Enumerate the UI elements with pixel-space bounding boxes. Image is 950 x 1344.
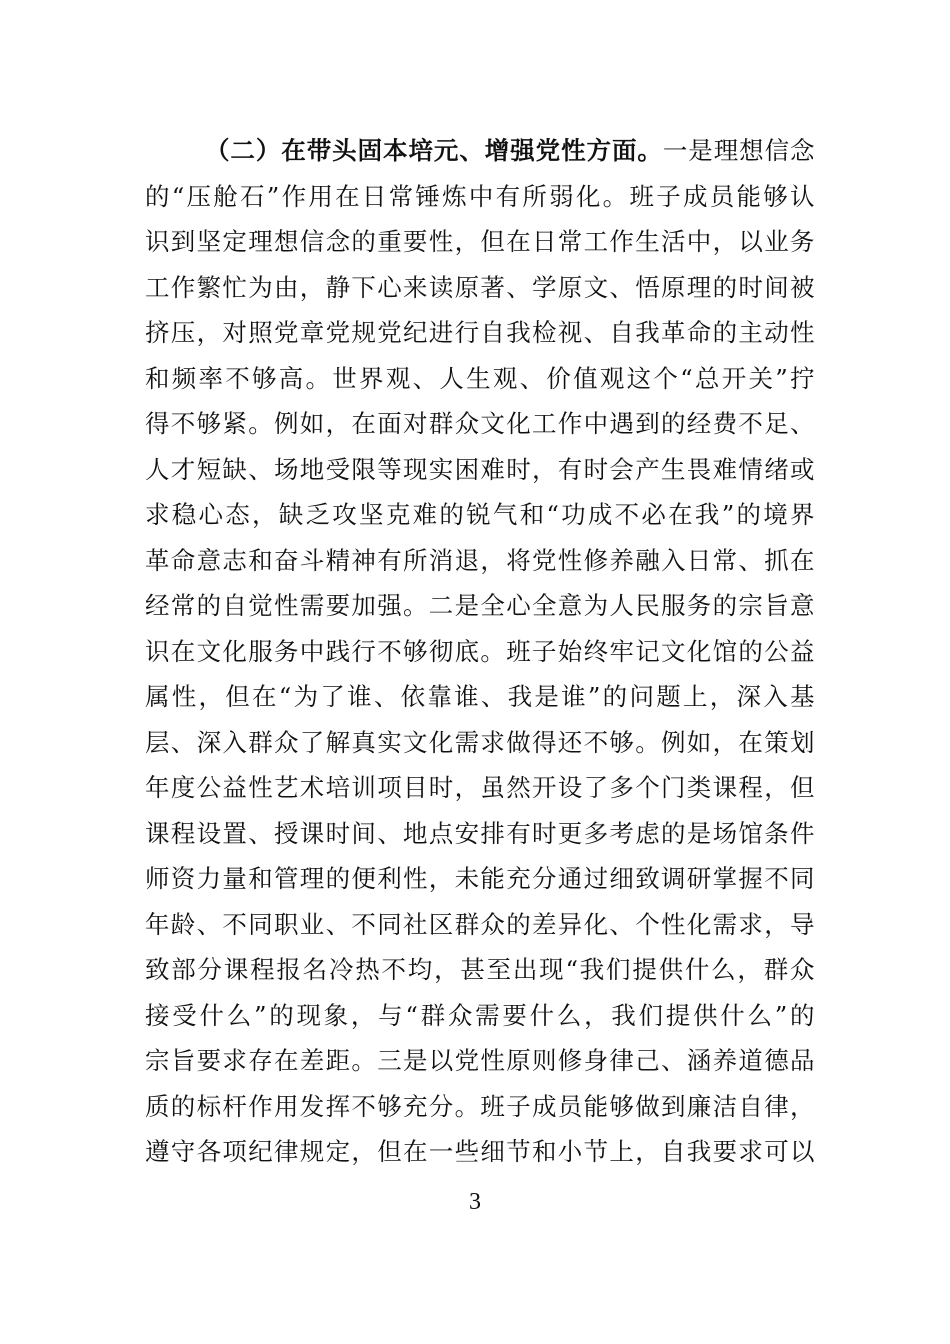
text-line: 年龄、不同职业、不同社区群众的差异化、个性化需求，导 [145, 909, 815, 939]
text-line-continuation: 一是理想信念 [662, 136, 816, 165]
text-line: 致部分课程报名冷热不均，甚至出现“我们提供什么，群众 [145, 955, 815, 984]
text-line: 求稳心态，缺乏攻坚克难的锐气和“功成不必在我”的境界 [145, 500, 815, 529]
text-line: 革命意志和奋斗精神有所消退，将党性修养融入日常、抓在 [145, 545, 815, 575]
text-line: 识在文化服务中践行不够彻底。班子始终牢记文化馆的公益 [145, 636, 815, 666]
text-line: 年度公益性艺术培训项目时，虽然开设了多个门类课程，但 [145, 773, 815, 802]
text-line: 属性，但在“为了谁、依靠谁、我是谁”的问题上，深入基 [145, 682, 815, 711]
text-line: 工作繁忙为由，静下心来读原著、学原文、悟原理的时间被 [145, 272, 815, 302]
body-paragraph [145, 128, 815, 1175]
page-number: 3 [469, 1189, 481, 1215]
text-line [145, 128, 815, 174]
text-line: 层、深入群众了解真实文化需求做得还不够。例如，在策划 [145, 727, 815, 757]
section-heading: （二）在带头固本培元、增强党性方面。 [205, 136, 663, 165]
text-line: 宗旨要求存在差距。三是以党性原则修身律己、涵养道德品 [145, 1046, 815, 1075]
text-line: 接受什么”的现象，与“群众需要什么，我们提供什么”的 [145, 1000, 815, 1030]
text-line: 挤压，对照党章党规党纪进行自我检视、自我革命的主动性 [145, 318, 815, 347]
text-line: 识到坚定理想信念的重要性，但在日常工作生活中，以业务 [145, 227, 815, 256]
text-line: 经常的自觉性需要加强。二是全心全意为人民服务的宗旨意 [145, 591, 815, 620]
text-line: 的“压舱石”作用在日常锤炼中有所弱化。班子成员能够认 [145, 181, 815, 211]
text-line: 和频率不够高。世界观、人生观、价值观这个“总开关”拧 [145, 363, 815, 393]
text-line: 遵守各项纪律规定，但在一些细节和小节上，自我要求可以 [145, 1137, 815, 1166]
text-line: 师资力量和管理的便利性，未能充分通过细致调研掌握不同 [145, 864, 815, 893]
text-line: 人才短缺、场地受限等现实困难时，有时会产生畏难情绪或 [145, 454, 815, 484]
text-line: 课程设置、授课时间、地点安排有时更多考虑的是场馆条件 [145, 818, 815, 848]
text-line: 得不够紧。例如，在面对群众文化工作中遇到的经费不足、 [145, 409, 815, 438]
text-line: 质的标杆作用发挥不够充分。班子成员能够做到廉洁自律， [145, 1091, 815, 1121]
